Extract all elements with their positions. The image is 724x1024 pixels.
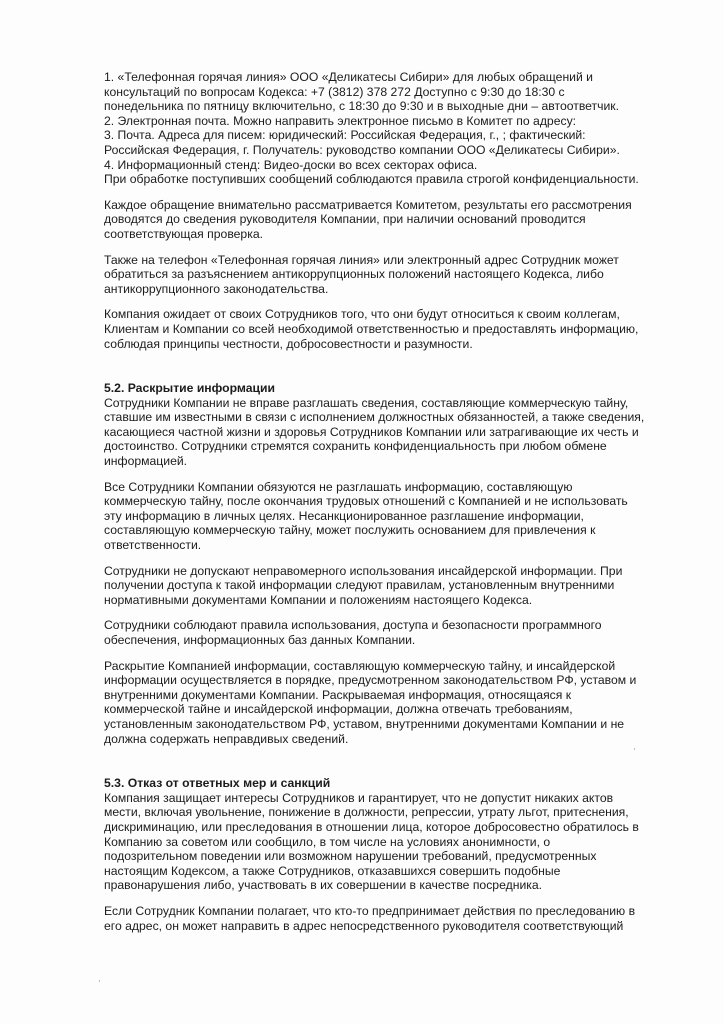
paragraph-line: Компания ожидает от своих Сотрудников того, что они будут относиться к своим коллегам, <box>104 307 620 322</box>
paragraph-line: соответствующая проверка. <box>104 226 263 241</box>
paragraph-line: ставшие им известными в связи с исполнением должностных обязанностей, а также сведения, <box>104 410 645 425</box>
list-line: 2. Электронная почта. Можно направить электронное письмо в Комитет по адресу: <box>104 113 577 128</box>
paragraph-line: Сотрудники не допускают неправомерного использования инсайдерской информации. При <box>104 563 623 578</box>
paragraph-line: настоящим Кодексом, а также Сотрудников, отказавшихся совершить подобные <box>104 863 561 878</box>
list-line: 4. Информационный стенд: Видео-доски во всех секторах офиса. <box>104 157 478 172</box>
paragraph-line: информации осуществляется в порядке, предусмотренном законодательством РФ, уставом и <box>104 673 637 688</box>
paragraph-line: Сотрудники соблюдают правила использования, доступа и безопасности программного <box>104 618 602 633</box>
paragraph-line: Также на телефон «Телефонная горячая линия» или электронный адрес Сотрудник может <box>104 252 619 267</box>
paragraph-line: коммерческой тайне и инсайдерской информации, должна отвечать требованиям, <box>104 702 573 717</box>
paragraph-line: эту информацию в личных целях. Несанкционированное разглашение информации, <box>104 508 584 523</box>
contact-channels-list <box>104 70 672 187</box>
paragraph-line: антикоррупционного законодательства. <box>104 281 329 296</box>
paragraph-line: Компания защищает интересы Сотрудников и гарантирует, что не допустит никаких актов <box>104 790 614 805</box>
list-line: понедельника по пятницу включительно, с 18:30 до 9:30 и в выходные дни – автоответчик. <box>104 99 619 114</box>
paragraph-line: Раскрытие Компанией информации, составляющую коммерческую тайну, и инсайдерской <box>104 658 616 673</box>
document-body <box>104 70 672 933</box>
list-line: Российская Федерация, г. Получатель: руководство компании ООО «Деликатесы Сибири». <box>104 142 620 157</box>
section-paragraph <box>104 904 672 933</box>
paragraph-line: обратиться за разъяснением антикоррупционных положений настоящего Кодекса, либо <box>104 267 604 282</box>
paragraph-line: достоинство. Сотрудники стремятся сохранить конфиденциальность при любом обмене <box>104 439 607 454</box>
section-paragraph <box>104 791 672 893</box>
section-5-3 <box>104 776 672 933</box>
paragraph-line: ответственности. <box>104 538 202 553</box>
scan-speck <box>99 980 100 982</box>
paragraph-line: Все Сотрудники Компании обязуются не разглашать информацию, составляющую <box>104 479 573 494</box>
paragraph-line: нормативными документами Компании и положениям настоящего Кодекса. <box>104 592 533 607</box>
paragraph-line: правонарушения либо, участвовать в их совершении в качестве посредника. <box>104 878 543 893</box>
paragraph-line: обеспечения, информационных баз данных Компании. <box>104 633 416 647</box>
section-paragraph <box>104 659 672 747</box>
section-paragraph <box>104 564 672 608</box>
hotline-paragraph <box>104 253 672 297</box>
list-line: 3. Почта. Адреса для писем: юридический: Российская Федерация, г., ; фактический: <box>104 128 586 143</box>
paragraph-line: касающиеся частной жизни и здоровья Сотрудников Компании или затрагивающие их честь и <box>104 424 639 439</box>
scan-speck <box>634 748 635 750</box>
section-paragraph <box>104 396 672 469</box>
paragraph-line: коммерческую тайну, после окончания трудовых отношений с Компанией и не использовать <box>104 494 628 509</box>
paragraph-line: установленным законодательством РФ, уставом, внутренними документами Компании и не <box>104 716 625 731</box>
section-heading: 5.2. Раскрытие информации <box>104 381 276 396</box>
paragraph-line: информацией. <box>104 454 188 469</box>
list-line: консультаций по вопросам Кодекса: +7 (3812) 378 272 Доступно с 9:30 до 18:30 с <box>104 84 565 99</box>
section-heading: 5.3. Отказ от ответных мер и санкций <box>104 776 331 791</box>
paragraph-line: доводятся до сведения руководителя Компании, при наличии оснований проводится <box>104 212 586 227</box>
paragraph-line: получении доступа к такой информации следуют правилам, установленным внутренними <box>104 578 615 593</box>
paragraph-line: соблюдая принципы честности, добросовестности и разумности. <box>104 336 473 351</box>
paragraph-line: подозрительном поведении или возможном нарушении требований, предусмотренных <box>104 849 597 864</box>
review-paragraph <box>104 198 672 242</box>
paragraph-line: Если Сотрудник Компании полагает, что кто-то предпринимает действия по преследованию в <box>104 903 636 918</box>
section-5-2 <box>104 381 672 746</box>
expectation-paragraph <box>104 307 672 351</box>
paragraph-line: составляющую коммерческую тайну, может послужить основанием для привлечения к <box>104 523 596 538</box>
paragraph-line: Каждое обращение внимательно рассматривается Комитетом, результаты его рассмотрения <box>104 197 632 212</box>
section-paragraph <box>104 618 672 647</box>
list-line: При обработке поступивших сообщений соблюдаются правила строгой конфиденциальности. <box>104 172 639 187</box>
section-paragraph <box>104 480 672 553</box>
paragraph-line: должна содержать неправдивых сведений. <box>104 731 349 746</box>
paragraph-line: мести, включая увольнение, понижение в должности, репрессии, утрату льгот, притеснения, <box>104 805 629 820</box>
paragraph-line: его адрес, он может направить в адрес непосредственного руководителя соответствующий <box>104 918 624 933</box>
list-line: 1. «Телефонная горячая линия» ООО «Деликатесы Сибири» для любых обращений и <box>104 70 593 84</box>
paragraph-line: Сотрудники Компании не вправе разглашать сведения, составляющие коммерческую тайну, <box>104 395 629 410</box>
paragraph-line: Клиентам и Компании со всей необходимой ответственностью и предоставлять информацию, <box>104 321 639 336</box>
paragraph-line: внутренними документами Компании. Раскрываемая информация, относящаяся к <box>104 687 572 702</box>
paragraph-line: дискриминацию, или преследования в отношении лица, которое добросовестно обратилось в <box>104 819 639 834</box>
paragraph-line: Компанию за советом или сообщило, в том числе на условиях анонимности, о <box>104 834 551 849</box>
